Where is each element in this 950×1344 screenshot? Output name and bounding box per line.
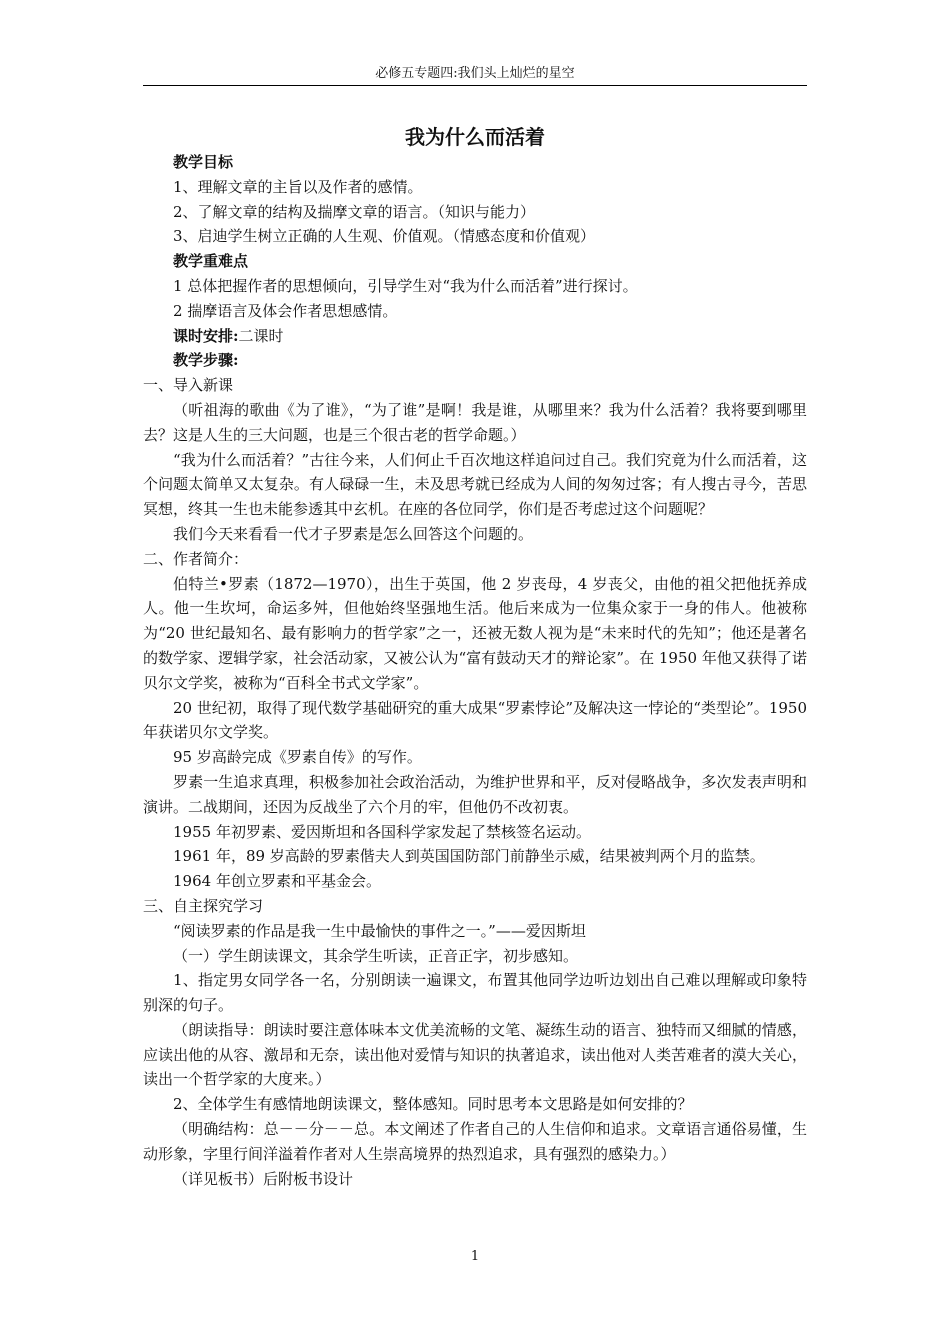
schedule-line [143, 324, 807, 349]
section-heading-intro: 一、导入新课 [143, 376, 234, 395]
intro-paragraph: “我为什么而活着？”古往今来，人们何止千百次地这样追问过自己。我们究竟为什么而活着，这个问题太简单又太复杂。有人碌碌一生，未及思考就已经成为人间的匆匆过客；有人搜古寻今，苦思冥想，终其一生也未能参透其中玄机。在座的各位同学，你们是否考虑过这个问题呢？ [143, 450, 807, 519]
author-paragraph: 伯特兰•罗素（1872—1970），出生于英国，他 2 岁丧母，4 岁丧父，由他的祖父把他抚养成人。他一生坎坷，命运多舛，但他始终坚强地生活。他后来成为一位集众家于一身的伟人。他被称为“20 世纪最知名、最有影响力的哲学家”之一，还被无数人视为是“未来时代的先知”；他还是著名的数学家、逻辑学家，社会活动家，又被公认为“富有鼓动天才的辩论家”。在 1950 年他又获得了诺贝尔文学奖，被称为“百科全书式文学家”。 [143, 574, 807, 692]
study-paragraph: 2、全体学生有感情地朗读课文，整体感知。同时思考本文思路是如何安排的？ [173, 1095, 693, 1114]
goals-heading: 教学目标 [173, 153, 234, 171]
study-paragraph: （朗读指导：朗读时要注意体味本文优美流畅的文笔、凝练生动的语言、独特而又细腻的情感，应读出他的从容、激昂和无奈，读出他对爱情与知识的执著追求，读出他对人类苦难者的漠大关心，读出一个哲学家的大度来。） [143, 1020, 807, 1089]
author-paragraph: 1961 年，89 岁高龄的罗素偕夫人到英国国防部门前静坐示威，结果被判两个月的监禁。 [173, 847, 765, 866]
author-paragraph: 1964 年创立罗素和平基金会。 [173, 872, 381, 891]
author-paragraph: 95 岁高龄完成《罗素自传》的写作。 [173, 748, 422, 767]
schedule-label: 课时安排: [173, 326, 239, 345]
goal-item: 3、启迪学生树立正确的人生观、价值观。（情感态度和价值观） [173, 227, 596, 246]
author-paragraph: 1955 年初罗素、爱因斯坦和各国科学家发起了禁核签名运动。 [173, 822, 591, 841]
intro-paragraph: （听祖海的歌曲《为了谁》，“为了谁”是啊！我是谁，从哪里来？我为什么活着？我将要到哪里去？这是人生的三大问题，也是三个很古老的哲学命题。） [143, 400, 807, 444]
study-paragraph: （详见板书）后附板书设计 [173, 1169, 354, 1188]
document-body [143, 150, 807, 1191]
author-paragraph: 20 世纪初，取得了现代数学基础研究的重大成果“罗素悖论”及解决这一悖论的“类型论”。1950 年获诺贝尔文学奖。 [143, 698, 807, 742]
study-paragraph: （一）学生朗读课文，其余学生听读，正音正字，初步感知。 [173, 946, 579, 965]
page-number: 1 [470, 1249, 480, 1264]
study-paragraph: （明确结构：总－－分－－总。本文阐述了作者自己的人生信仰和追求。文章语言通俗易懂，生动形象，字里行间洋溢着作者对人生崇高境界的热烈追求，具有强烈的感染力。） [143, 1120, 807, 1163]
study-paragraph: 1、指定男女同学各一名，分别朗读一遍课文，布置其他同学边听边划出自己难以理解或印象特别深的句子。 [143, 971, 807, 1015]
section-heading-study: 三、自主探究学习 [143, 896, 264, 915]
schedule-value: 二课时 [238, 326, 284, 345]
goal-item: 1、理解文章的主旨以及作者的感情。 [173, 177, 423, 196]
goal-item: 2、了解文章的结构及揣摩文章的语言。（知识与能力） [173, 202, 536, 221]
running-header: 必修五专题四:我们头上灿烂的星空 [375, 66, 575, 81]
document-title: 我为什么而活着 [405, 125, 545, 149]
steps-heading: 教学步骤: [173, 351, 239, 370]
key-point-item: 2 揣摩语言及体会作者思想感情。 [173, 301, 398, 320]
intro-paragraph: 我们今天来看看一代才子罗素是怎么回答这个问题的。 [173, 524, 534, 543]
header-rule [143, 85, 807, 86]
section-heading-author: 二、作者简介： [143, 549, 249, 568]
author-paragraph: 罗素一生追求真理，积极参加社会政治活动，为维护世界和平，反对侵略战争，多次发表声明和演讲。二战期间，还因为反战坐了六个月的牢，但他仍不改初衷。 [143, 772, 807, 816]
key-point-item: 1 总体把握作者的思想倾向，引导学生对“我为什么而活着”进行探讨。 [173, 276, 638, 295]
study-quote: “阅读罗素的作品是我一生中最愉快的事件之一。”——爱因斯坦 [173, 921, 586, 940]
key-points-heading: 教学重难点 [173, 252, 249, 271]
